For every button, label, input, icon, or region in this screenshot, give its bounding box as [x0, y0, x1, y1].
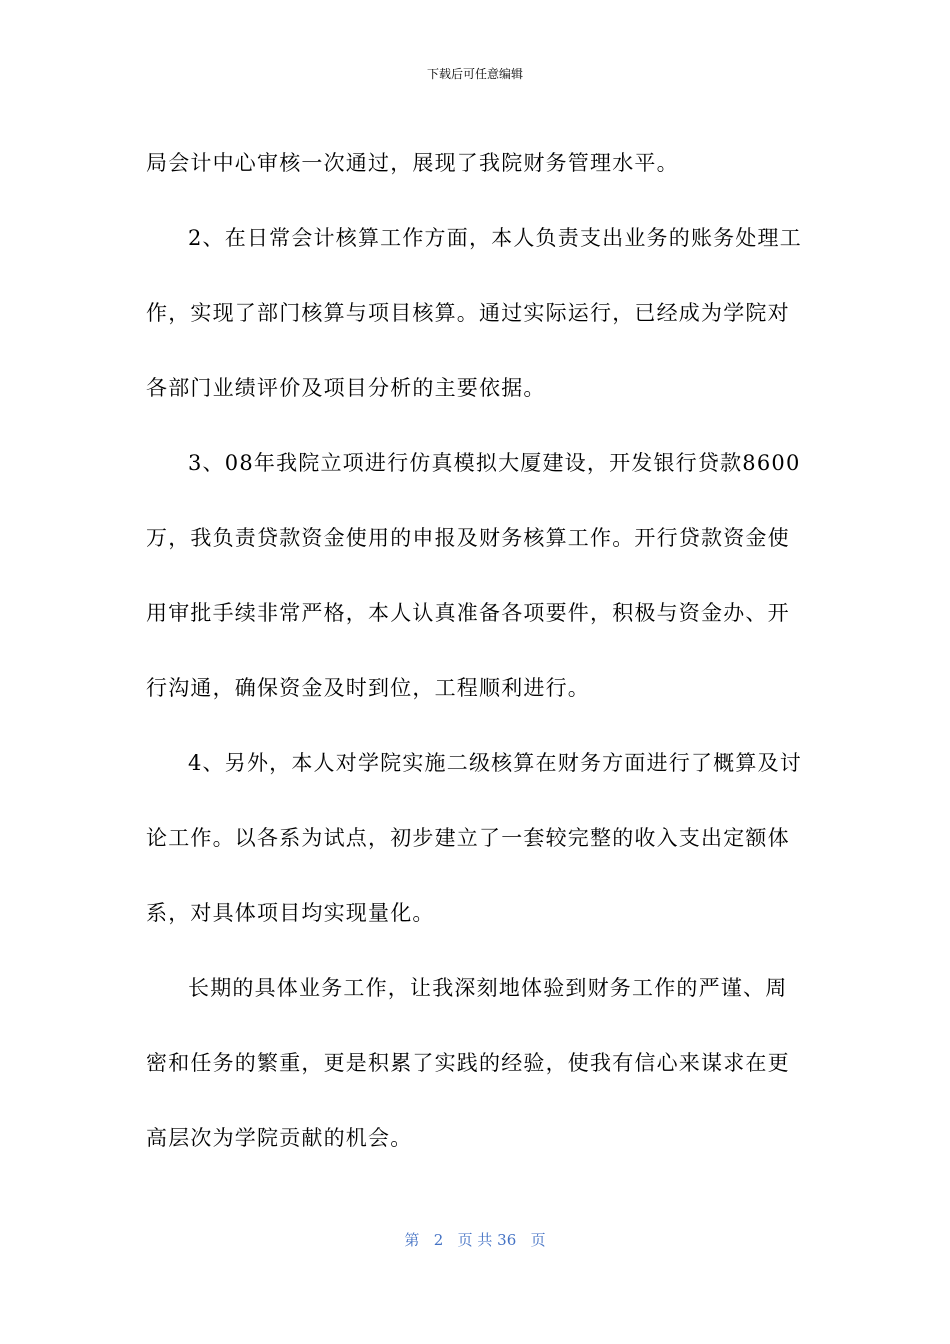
header-text: 下载后可任意编辑 — [426, 67, 523, 81]
footer-current-page: 2 — [433, 1231, 444, 1249]
body-line: 万，我负责贷款资金使用的申报及财务核算工作。开行贷款资金使 — [146, 526, 790, 550]
footer-page-prefix: 第 — [404, 1231, 420, 1249]
footer-total-pages: 36 — [497, 1231, 517, 1249]
body-line: 密和任务的繁重，更是积累了实践的经验，使我有信心来谋求在更 — [146, 1051, 790, 1075]
footer-page-suffix: 页 — [530, 1231, 546, 1249]
body-line: 长期的具体业务工作，让我深刻地体验到财务工作的严谨、周 — [188, 976, 788, 1000]
body-line: 局会计中心审核一次通过，展现了我院财务管理水平。 — [146, 151, 679, 175]
body-line: 各部门业绩评价及项目分析的主要依据。 — [146, 376, 546, 400]
body-line: 作，实现了部门核算与项目核算。通过实际运行，已经成为学院对 — [146, 301, 790, 325]
document-body — [146, 126, 810, 1176]
body-line: 3、08年我院立项进行仿真模拟大厦建设，开发银行贷款8600 — [188, 451, 801, 475]
body-line: 2、在日常会计核算工作方面，本人负责支出业务的账务处理工 — [188, 226, 802, 250]
body-line: 系，对具体项目均实现量化。 — [146, 901, 435, 925]
body-line: 行沟通，确保资金及时到位，工程顺利进行。 — [146, 676, 590, 700]
page-footer — [0, 1230, 950, 1250]
body-line: 论工作。以各系为试点，初步建立了一套较完整的收入支出定额体 — [146, 826, 790, 850]
body-line: 高层次为学院贡献的机会。 — [146, 1126, 413, 1150]
footer-page-mid: 页 共 — [457, 1231, 493, 1249]
page-header — [0, 66, 950, 82]
body-line: 用审批手续非常严格，本人认真准备各项要件，积极与资金办、开 — [146, 601, 790, 625]
body-line: 4、另外，本人对学院实施二级核算在财务方面进行了概算及讨 — [188, 751, 802, 775]
